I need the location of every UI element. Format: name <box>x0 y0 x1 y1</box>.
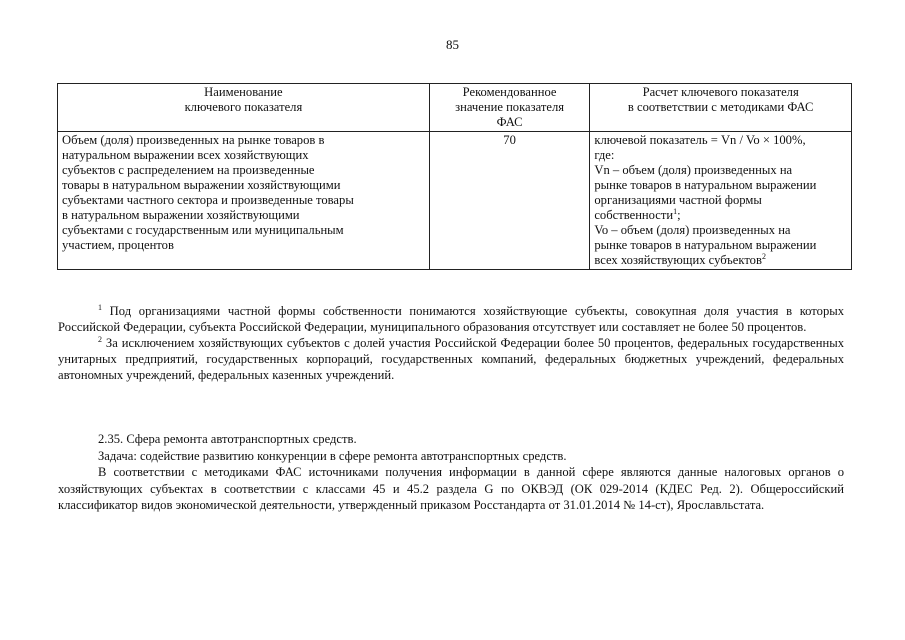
cell-line: субъектами с государственным или муниципальным <box>62 223 344 237</box>
calculation-cell <box>590 132 852 270</box>
cell-line: Объем (доля) произведенных на рынке товаров в <box>62 133 325 147</box>
cell-line: Vo – объем (доля) произведенных на <box>594 223 791 237</box>
section-heading: 2.35. Сфера ремонта автотранспортных средств. <box>98 432 357 446</box>
footnote-2 <box>58 335 844 383</box>
table-row <box>58 132 852 270</box>
header-recommended-value <box>429 84 590 132</box>
cell-line: рынке товаров в натуральном выражении <box>594 238 817 252</box>
cell-line <box>594 208 847 223</box>
header-indicator-name <box>58 84 430 132</box>
footnotes <box>58 303 844 383</box>
footnote-1 <box>58 303 844 335</box>
footnote-text: Под организациями частной формы собственности понимаются хозяйствующие субъекты, совокупная доля участия в которых Российской Федерации, субъекта Российской Федерации, муниципального образования отсутствует или составляет не более 50 процентов. <box>58 304 844 334</box>
section-paragraph: В соответствии с методиками ФАС источниками получения информации в данной сфере являются данные налоговых органов о хозяйствующих субъектах в соответствии с классами 45 и 45.2 раздела G по ОКВЭД (ОК 029-2014 (КДЕС Ред. 2). Общероссийский классификатор видов экономической деятельности, утвержденный приказом Росстандарта от 31.01.2014 № 14-ст), Ярославльстата. <box>58 465 844 512</box>
cell-line: организациями частной формы <box>594 193 762 207</box>
cell-line: товары в натуральном выражении хозяйствующими <box>62 178 341 192</box>
header-calculation <box>590 84 852 132</box>
cell-line: натуральном выражении всех хозяйствующих <box>62 148 309 162</box>
cell-line: участием, процентов <box>62 238 174 252</box>
footnote-ref-2: 2 <box>761 251 766 261</box>
cell-text: всех хозяйствующих субъектов <box>594 253 762 267</box>
cell-line: где: <box>594 148 615 162</box>
section-task: Задача: содействие развитию конкуренции в сфере ремонта автотранспортных средств. <box>98 448 567 463</box>
page-number: 85 <box>446 37 459 52</box>
header-line: ФАС <box>496 115 523 129</box>
header-line: значение показателя <box>455 100 565 114</box>
table-header-row <box>58 84 852 132</box>
cell-line: Vn – объем (доля) произведенных на <box>594 163 793 177</box>
cell-text: ; <box>677 208 681 222</box>
footnote-number: 2 <box>98 334 102 344</box>
header-line: Наименование <box>204 85 283 99</box>
section-2-35 <box>58 431 844 514</box>
cell-line: субъектов с распределением на произведенные <box>62 163 315 177</box>
recommended-value-cell: 70 <box>429 132 590 270</box>
header-line: Расчет ключевого показателя <box>642 85 799 99</box>
cell-text: собственности <box>594 208 674 222</box>
footnote-ref-1: 1 <box>673 206 678 216</box>
cell-line: ключевой показатель = Vn / Vo × 100%, <box>594 133 806 147</box>
header-line: в соответствии с методиками ФАС <box>627 100 814 114</box>
indicator-name-cell <box>58 132 430 270</box>
cell-line: в натуральном выражении хозяйствующими <box>62 208 300 222</box>
cell-line: рынке товаров в натуральном выражении <box>594 178 817 192</box>
header-line: Рекомендованное <box>462 85 557 99</box>
footnote-text: За исключением хозяйствующих субъектов с долей участия Российской Федерации более 50 процентов, федеральных государственных унитарных предприятий, государственных корпораций, государственных компаний, федеральных бюджетных учреждений, федеральных автономных учреждений, федеральных казенных учреждений. <box>58 336 844 382</box>
kpi-table <box>57 83 852 270</box>
cell-line <box>594 253 847 268</box>
cell-line: субъектами частного сектора и произведенные товары <box>62 193 354 207</box>
header-line: ключевого показателя <box>184 100 303 114</box>
footnote-number: 1 <box>98 302 102 312</box>
